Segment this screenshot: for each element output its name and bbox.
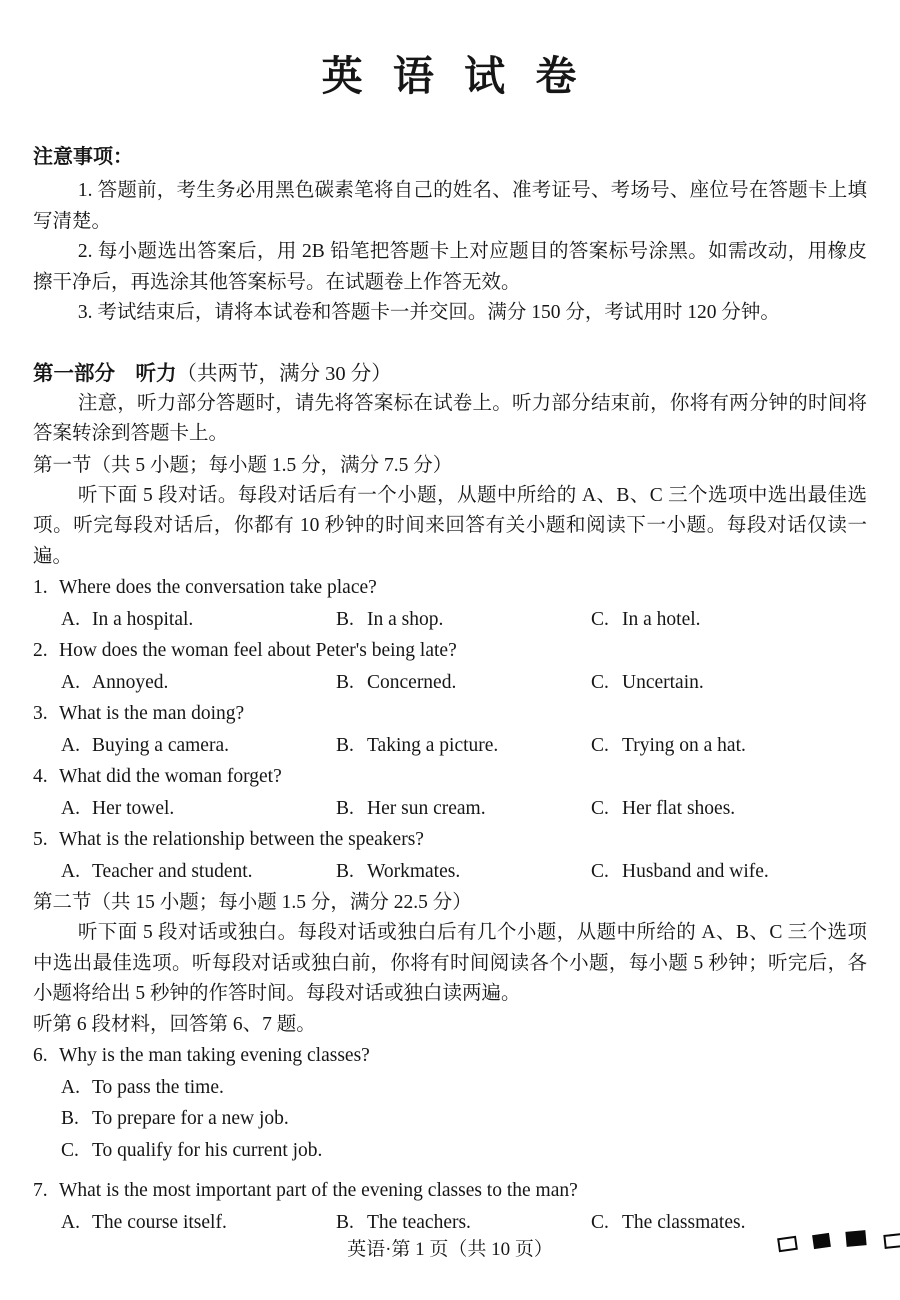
- option-c-label: C.: [591, 797, 609, 819]
- question-4-options: [61, 793, 867, 825]
- scan-registration-filled-square-icon: [812, 1233, 831, 1249]
- part1-heading-detail: （共两节，满分 30 分）: [176, 362, 392, 385]
- option-c-label: C.: [591, 608, 609, 630]
- option-c-text: The classmates.: [622, 1211, 746, 1233]
- question-4-number: 4.: [33, 766, 48, 787]
- question-3-option-c: [591, 730, 867, 762]
- question-6-options: [61, 1072, 867, 1167]
- option-b-text: Workmates.: [367, 860, 461, 882]
- option-c-text: Her flat shoes.: [622, 797, 736, 819]
- question-6-option-b: [61, 1103, 867, 1135]
- question-6: [33, 1040, 867, 1166]
- question-2-text: How does the woman feel about Peter's being late?: [59, 640, 457, 661]
- option-b-text: In a shop.: [367, 608, 444, 630]
- option-b-text: The teachers.: [367, 1211, 471, 1233]
- question-5-option-b: [336, 856, 591, 888]
- option-a-text: In a hospital.: [92, 608, 194, 630]
- option-a-text: To pass the time.: [92, 1076, 224, 1098]
- page-title: 英 语 试 卷: [321, 53, 579, 99]
- option-b-label: B.: [336, 671, 354, 693]
- question-1-text: Where does the conversation take place?: [59, 577, 377, 598]
- option-a-label: A.: [61, 797, 80, 819]
- option-b-label: B.: [336, 608, 354, 630]
- option-b-text: Her sun cream.: [367, 797, 486, 819]
- question-2: [33, 635, 867, 698]
- option-a-label: A.: [61, 671, 80, 693]
- question-4-option-c: [591, 793, 867, 825]
- question-3-options: [61, 730, 867, 762]
- question-6-option-c: [61, 1135, 867, 1167]
- notes-heading: 注意事项：: [33, 146, 133, 168]
- question-4-row: [33, 761, 867, 793]
- question-4-text: What did the woman forget?: [59, 766, 282, 787]
- option-c-label: C.: [591, 671, 609, 693]
- option-c-label: C.: [591, 734, 609, 756]
- option-c-text: In a hotel.: [622, 608, 701, 630]
- section1-instructions: 听下面 5 段对话。每段对话后有一个小题，从题中所给的 A、B、C 三个选项中选出最佳选项。听完每段对话后，你都有 10 秒钟的时间来回答有关小题和阅读下一小题。每段对话仅读一遍。: [33, 484, 867, 567]
- option-c-text: To qualify for his current job.: [92, 1139, 323, 1161]
- section2-heading: 第二节（共 15 小题；每小题 1.5 分，满分 22.5 分）: [33, 892, 472, 913]
- question-3-text: What is the man doing?: [59, 703, 245, 724]
- question-1-option-b: [336, 604, 591, 636]
- question-3-option-a: [61, 730, 336, 762]
- option-a-text: Teacher and student.: [92, 860, 253, 882]
- question-5-number: 5.: [33, 829, 48, 850]
- question-1-row: [33, 572, 867, 604]
- question-7-number: 7.: [33, 1180, 48, 1201]
- note-item-2: 2. 每小题选出答案后，用 2B 铅笔把答题卡上对应题目的答案标号涂黑。如需改动，用橡皮擦干净后，再选涂其他答案标号。在试题卷上作答无效。: [33, 241, 867, 293]
- part1-heading: [33, 359, 867, 389]
- option-a-label: A.: [61, 1076, 80, 1098]
- question-5-options: [61, 856, 867, 888]
- question-7-row: [33, 1175, 867, 1207]
- option-b-label: B.: [336, 1211, 354, 1233]
- note-item-3: 3. 考试结束后，请将本试卷和答题卡一并交回。满分 150 分，考试用时 120 分钟。: [77, 302, 780, 323]
- option-b-label: B.: [61, 1108, 79, 1129]
- scan-registration-filled-square-icon: [845, 1230, 866, 1247]
- question-3-row: [33, 698, 867, 730]
- question-6-number: 6.: [33, 1045, 48, 1066]
- section2-instructions: 听下面 5 段对话或独白。每段对话或独白后有几个小题，从题中所给的 A、B、C 三个选项中选出最佳选项。听每段对话或独白前，你将有时间阅读各个小题，每小题 5 秒钟；听完后，各小题将给出 5 秒钟的作答时间。每段对话或独白读两遍。: [33, 922, 867, 1004]
- section1-heading: 第一节（共 5 小题；每小题 1.5 分，满分 7.5 分）: [33, 454, 453, 476]
- question-7-option-b: [336, 1207, 591, 1239]
- option-a-label: A.: [61, 1211, 80, 1233]
- scan-registration-outline-square-icon: [777, 1236, 798, 1253]
- question-7-option-a: [61, 1207, 336, 1239]
- part1-heading-main: 第一部分 听力: [33, 361, 177, 385]
- option-a-label: A.: [61, 860, 80, 882]
- option-a-text: The course itself.: [92, 1211, 227, 1233]
- page-footer-label: 英语·第 1 页（共 10 页）: [347, 1239, 553, 1260]
- option-a-label: A.: [61, 608, 80, 630]
- option-b-label: B.: [336, 734, 354, 756]
- question-6-option-a: [61, 1072, 867, 1104]
- option-a-text: Her towel.: [92, 797, 175, 819]
- option-a-label: A.: [61, 734, 80, 756]
- question-4-option-a: [61, 793, 336, 825]
- option-b-text: To prepare for a new job.: [92, 1108, 289, 1129]
- question-5-option-c: [591, 856, 867, 888]
- option-b-label: B.: [336, 860, 354, 882]
- question-7-options: [61, 1207, 867, 1239]
- question-4-option-b: [336, 793, 591, 825]
- question-2-number: 2.: [33, 640, 48, 661]
- question-5-text: What is the relationship between the speakers?: [59, 829, 424, 850]
- question-1-number: 1.: [33, 577, 48, 598]
- question-5-option-a: [61, 856, 336, 888]
- question-1: [33, 572, 867, 635]
- question-2-option-c: [591, 667, 867, 699]
- question-2-options: [61, 667, 867, 699]
- question-4: [33, 761, 867, 824]
- section2-material-note: 听第 6 段材料，回答第 6、7 题。: [33, 1013, 316, 1035]
- option-c-text: Uncertain.: [622, 671, 704, 693]
- question-2-option-a: [61, 667, 336, 699]
- option-a-text: Buying a camera.: [92, 734, 229, 756]
- option-b-text: Concerned.: [367, 671, 457, 693]
- question-2-option-b: [336, 667, 591, 699]
- option-c-text: Trying on a hat.: [622, 734, 746, 756]
- question-6-text: Why is the man taking evening classes?: [59, 1045, 370, 1066]
- question-6-row: [33, 1040, 867, 1072]
- question-5: [33, 824, 867, 887]
- option-c-label: C.: [61, 1139, 79, 1161]
- option-c-label: C.: [591, 860, 609, 882]
- question-5-row: [33, 824, 867, 856]
- note-item-1: 1. 答题前，考生务必用黑色碳素笔将自己的姓名、准考证号、考场号、座位号在答题卡上填写清楚。: [33, 180, 867, 232]
- question-7-text: What is the most important part of the evening classes to the man?: [59, 1180, 578, 1201]
- option-c-text: Husband and wife.: [622, 860, 769, 882]
- question-1-options: [61, 604, 867, 636]
- question-3-option-b: [336, 730, 591, 762]
- option-b-label: B.: [336, 797, 354, 819]
- question-1-option-a: [61, 604, 336, 636]
- question-3: [33, 698, 867, 761]
- option-a-text: Annoyed.: [92, 671, 169, 693]
- option-b-text: Taking a picture.: [367, 734, 499, 756]
- option-c-label: C.: [591, 1211, 609, 1233]
- question-2-row: [33, 635, 867, 667]
- scan-registration-clipped-square-icon: [883, 1233, 900, 1249]
- question-1-option-c: [591, 604, 867, 636]
- question-3-number: 3.: [33, 703, 48, 724]
- question-7: [33, 1175, 867, 1238]
- part1-notice: 注意，听力部分答题时，请先将答案标在试卷上。听力部分结束前，你将有两分钟的时间将答案转涂到答题卡上。: [33, 392, 867, 444]
